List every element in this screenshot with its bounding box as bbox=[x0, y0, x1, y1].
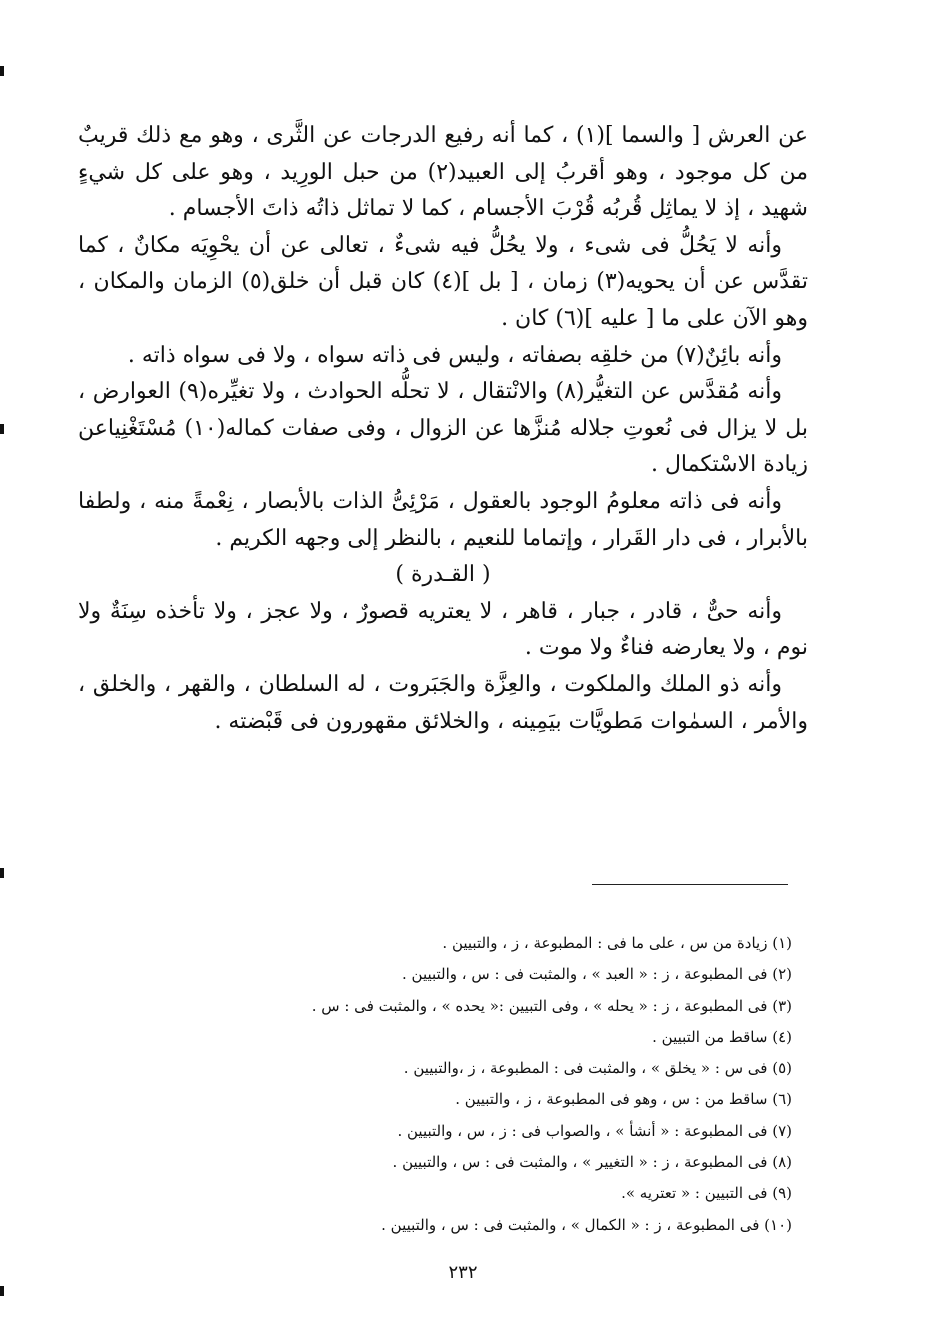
footnotes bbox=[80, 928, 792, 1241]
scan-edge-mark bbox=[0, 868, 4, 878]
footnote: (١٠) فى المطبوعة ، ز : « الكمال » ، والمثبت فى : س ، والتبيين . bbox=[381, 1215, 792, 1234]
footnote: (٦) ساقط من : س ، وهو فى المطبوعة ، ز ، والتبيين . bbox=[455, 1090, 792, 1109]
paragraph: وأنه فى ذاته معلومُ الوجود بالعقول ، مَرْئِىُّ الذات بالأبصار ، نِعْمةً منه ، ولطفا بالأبرار ، فى دار القَرار ، وإتماما للنعيم ، بالنظر إلى وجهه الكريم . bbox=[78, 488, 808, 551]
footnote: (١) زيادة من س ، على ما فى : المطبوعة ، ز ، والتبيين . bbox=[442, 934, 792, 952]
scan-edge-mark bbox=[0, 424, 4, 434]
scan-edge-mark bbox=[0, 1286, 4, 1296]
page-number: ٢٣٢ bbox=[448, 1262, 478, 1283]
paragraph: وأنه حىٌّ ، قادر ، جبار ، قاهر ، لا يعتريه قصورٌ ، ولا عجز ، ولا تأخذه سِنَةٌ ولا نوم ، ولا يعارضه فناءٌ ولا موت . bbox=[78, 598, 808, 661]
main-text bbox=[78, 118, 808, 740]
footnote-divider bbox=[592, 884, 788, 885]
footnote: (٥) فى س : « يخلق » ، والمثبت فى : المطبوعة ، ز ،والتبيين . bbox=[403, 1059, 792, 1078]
paragraph: وأنه ذو الملك والملكوت ، والعِزَّة والجَبَروت ، له السلطان ، والقهر ، والخلق ، والأمر ، السمٰوات مَطويَّات بيَمِينه ، والخلائق مقهورون فى قَبْضته . bbox=[78, 671, 808, 734]
paragraph: وأنه لا يَحُلُّ فى شىء ، ولا يحُلُّ فيه شىءٌ ، تعالى عن أن يحْوِيَه مكانٌ ، كما تقدَّس عن أن يحويه(٣) زمان ، [ بل ](٤) كان قبل أن خلق(٥) الزمان والمكان ، وهو الآن على ما [ عليه ](٦) كان . bbox=[78, 232, 809, 331]
paragraph: عن العرش [ والسما ](١) ، كما أنه رفيع الدرجات عن الثَّرى ، وهو مع ذلك قريبٌ من كل موجود ، وهو أقربُ إلى العبيد(٢) من حبل الورِيد ، وهو على كل شيءٍ شهيد ، إذ لا يماثِل قُربُه قُرْبَ الأجسام ، كما لا تماثل ذاتُه ذاتَ الأجسام . bbox=[78, 123, 808, 222]
section-heading: ( القـدرة ) bbox=[395, 562, 491, 588]
paragraph: وأنه بائِنٌ(٧) من خلقِه بصفاته ، وليس فى ذاته سواه ، ولا فى سواه ذاته . bbox=[127, 342, 782, 368]
footnote: (٧) فى المطبوعة : « أنشأ » ، والصواب فى : ز ، س ، والتبيين . bbox=[397, 1121, 792, 1140]
footnote: (٩) فى التبيين : « تعتريه ». bbox=[621, 1184, 792, 1203]
footnote: (٣) فى المطبوعة ، ز : « يحله » ، وفى التبيين :« يحده » ، والمثبت فى : س . bbox=[311, 996, 792, 1015]
footnote: (٢) فى المطبوعة ، ز : « العبد » ، والمثبت فى : س ، والتبيين . bbox=[401, 965, 792, 984]
scan-edge-mark bbox=[0, 66, 4, 76]
paragraph: وأنه مُقدَّس عن التغيُّر(٨) والانْتقال ، لا تحلُّه الحوادث ، ولا تغيِّره(٩) العوارض ، بل لا يزال فى نُعوتِ جلاله مُنزَّها عن الزوال ، وفى صفات كماله(١٠) مُسْتَغْنِياعن زيادة الاسْتكمال . bbox=[78, 379, 808, 478]
footnote: (٤) ساقط من التبيين . bbox=[652, 1027, 792, 1046]
footnote: (٨) فى المطبوعة ، ز : « التغيير » ، والمثبت فى : س ، والتبيين . bbox=[392, 1153, 792, 1172]
